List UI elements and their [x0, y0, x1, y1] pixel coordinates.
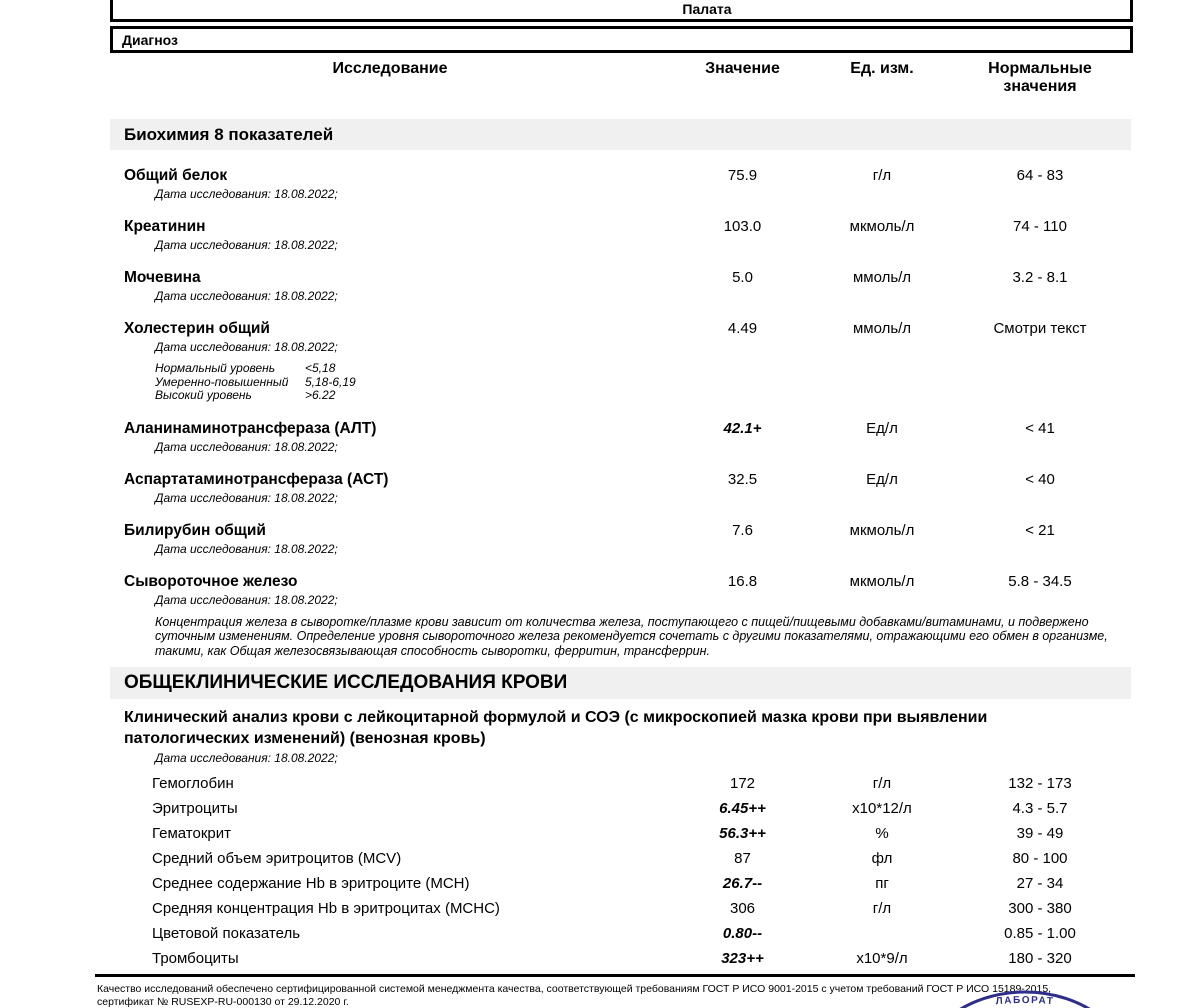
test-name: Общий белок	[124, 167, 228, 184]
lab-result-row	[110, 268, 1131, 303]
diagnosis-label: Диагноз	[122, 31, 178, 48]
test-name: Сывороточное железо	[124, 572, 298, 590]
lab-result-row	[110, 319, 1131, 403]
reference-row	[155, 376, 1131, 390]
test-value: 103.0	[723, 218, 762, 235]
test-name: Средняя концентрация Hb в эритроцитах (MCHC)	[152, 900, 500, 917]
study-date: Дата исследования: 18.08.2022;	[155, 187, 338, 201]
test-value-flagged: 0.80--	[722, 925, 763, 942]
test-normal-range: 5.8 - 34.5	[1008, 572, 1072, 590]
cbc-row	[110, 921, 1131, 946]
reference-label: Нормальный уровень	[155, 361, 276, 375]
test-value-flagged: 26.7--	[722, 875, 763, 892]
ward-label: Палата	[682, 1, 732, 17]
study-date: Дата исследования: 18.08.2022;	[155, 541, 338, 556]
test-normal-range: 80 - 100	[1012, 850, 1068, 867]
section-header-biochem: Биохимия 8 показателей	[110, 119, 1131, 150]
test-normal-range: 300 - 380	[1008, 900, 1072, 917]
reference-row	[155, 362, 1131, 376]
cbc-row	[110, 896, 1131, 921]
test-unit: мкмоль/л	[849, 521, 915, 539]
test-value: 306	[729, 900, 756, 917]
test-normal-range: < 21	[1025, 521, 1055, 539]
test-value: 75.9	[727, 167, 758, 184]
quality-statement: Качество исследований обеспечено сертифицированной системой менеджмента качества, соответствующей требованиям ГОСТ Р ИСО 9001-2015 с учетом требований ГОСТ Р ИСО 15189-2015, сертификат № RUSEXP-RU-000130 от 29.12.2020 г.	[97, 983, 1052, 1008]
test-unit: х10*12/л	[852, 800, 912, 817]
test-unit: %	[875, 825, 889, 842]
test-unit: Ед/л	[866, 470, 898, 488]
study-date: Дата исследования: 18.08.2022;	[155, 289, 338, 303]
cbc-row	[110, 946, 1131, 971]
test-name: Аланинаминотрансфераза (АЛТ)	[124, 419, 377, 437]
seal-text: ЛАБОРАТ	[995, 994, 1055, 1008]
lab-result-row	[110, 166, 1131, 201]
lab-result-row	[110, 419, 1131, 454]
test-unit: мкмоль/л	[849, 218, 915, 235]
test-name: Мочевина	[124, 269, 201, 286]
test-value-flagged: 6.45++	[719, 800, 766, 817]
test-unit: г/л	[872, 775, 892, 792]
test-name: Среднее содержание Hb в эритроците (MCH)	[152, 875, 470, 892]
cbc-row	[110, 771, 1131, 796]
test-unit	[815, 921, 949, 946]
test-value-flagged: 56.3++	[719, 825, 766, 842]
column-unit: Ед. изм.	[850, 60, 914, 77]
test-value: 5.0	[732, 269, 753, 286]
test-normal-range: < 40	[1025, 470, 1055, 488]
study-date: Дата исследования: 18.08.2022;	[155, 751, 338, 765]
test-name: Аспартатаминотрансфераза (АСТ)	[124, 470, 389, 488]
test-normal-range: 4.3 - 5.7	[1012, 800, 1068, 817]
test-value: 7.6	[732, 521, 753, 539]
test-name: Креатинин	[124, 218, 206, 235]
cbc-panel-title: Клинический анализ крови с лейкоцитарной формулой и СОЭ (с микроскопией мазка крови при выявлении патологических изменений) (венозная кровь)	[124, 709, 988, 747]
test-name: Билирубин общий	[124, 521, 266, 539]
test-name: Средний объем эритроцитов (MCV)	[152, 850, 402, 867]
test-value: 32.5	[727, 470, 758, 488]
cbc-table	[110, 771, 1131, 971]
results-table-header	[110, 60, 1131, 96]
reference-value: <5,18	[305, 361, 336, 375]
test-value: 4.49	[727, 320, 758, 337]
test-unit: ммоль/л	[852, 320, 912, 337]
test-unit: ммоль/л	[852, 269, 912, 286]
lab-result-row	[110, 217, 1131, 252]
diagnosis-box	[110, 26, 1133, 53]
column-value: Значение	[705, 60, 780, 77]
test-normal-range: 39 - 49	[1016, 825, 1064, 842]
test-unit: пг	[875, 875, 889, 892]
test-value: 16.8	[727, 572, 758, 590]
test-normal-range: 132 - 173	[1008, 775, 1072, 792]
test-unit: мкмоль/л	[849, 572, 915, 590]
test-unit: фл	[871, 850, 893, 867]
test-value: 87	[734, 850, 751, 867]
test-normal-range: < 41	[1025, 419, 1055, 437]
test-normal-range: 27 - 34	[1016, 875, 1064, 892]
reference-value: >6.22	[305, 388, 336, 402]
test-normal-range: 0.85 - 1.00	[1004, 925, 1076, 942]
study-date: Дата исследования: 18.08.2022;	[155, 490, 338, 505]
test-normal-range: 64 - 83	[1016, 167, 1064, 184]
test-name: Холестерин общий	[124, 320, 270, 337]
test-unit: х10*9/л	[856, 950, 908, 967]
test-normal-range: Смотри текст	[993, 320, 1087, 337]
test-unit: Ед/л	[866, 419, 898, 437]
test-normal-range: 3.2 - 8.1	[1012, 269, 1068, 286]
reference-label: Умеренно-повышенный	[155, 374, 289, 389]
study-date: Дата исследования: 18.08.2022;	[155, 592, 338, 607]
reference-label: Высокий уровень	[155, 388, 252, 402]
lab-report-body	[110, 60, 1131, 971]
test-name: Гематокрит	[152, 825, 231, 842]
test-unit: г/л	[872, 167, 892, 184]
test-unit: г/л	[872, 900, 892, 917]
iron-note: Концентрация железа в сыворотке/плазме крови зависит от количества железа, поступающего с пищей/пищевыми добавками/витаминами, и подвержено суточным изменениям. Определение уровня сывороточного железа рекомендуется сочетать с другими показателями, отражающими его обмен в организме, такими, как Общая железосвязывающая способность сыворотки, ферритин, трансферрин.	[155, 614, 1108, 658]
laboratory-seal	[905, 984, 1145, 1008]
svg-text:ЛАБОРАТ	[995, 995, 1055, 1007]
study-date: Дата исследования: 18.08.2022;	[155, 340, 338, 354]
test-value-flagged: 42.1+	[723, 419, 762, 437]
test-name: Цветовой показатель	[152, 925, 301, 942]
column-normal: Нормальные значения	[988, 60, 1092, 95]
cbc-row	[110, 796, 1131, 821]
cbc-row	[110, 821, 1131, 846]
study-date: Дата исследования: 18.08.2022;	[155, 238, 338, 252]
cbc-row	[110, 871, 1131, 896]
lab-result-row	[110, 572, 1131, 659]
test-value-flagged: 323++	[721, 950, 764, 967]
test-normal-range: 180 - 320	[1008, 950, 1072, 967]
study-date: Дата исследования: 18.08.2022;	[155, 439, 338, 454]
lab-result-row	[110, 470, 1131, 505]
cbc-row	[110, 846, 1131, 871]
test-value: 172	[729, 775, 756, 792]
test-normal-range: 74 - 110	[1013, 218, 1067, 235]
test-name: Гемоглобин	[152, 775, 234, 792]
reference-value: 5,18-6,19	[305, 374, 356, 389]
test-name: Тромбоциты	[152, 950, 239, 967]
test-name: Эритроциты	[152, 800, 238, 817]
column-test: Исследование	[332, 60, 448, 77]
lab-result-row	[110, 521, 1131, 556]
cholesterol-reference-levels	[110, 362, 1131, 403]
reference-row	[155, 389, 1131, 403]
section-header-cbc: ОБЩЕКЛИНИЧЕСКИЕ ИССЛЕДОВАНИЯ КРОВИ	[110, 667, 1131, 699]
